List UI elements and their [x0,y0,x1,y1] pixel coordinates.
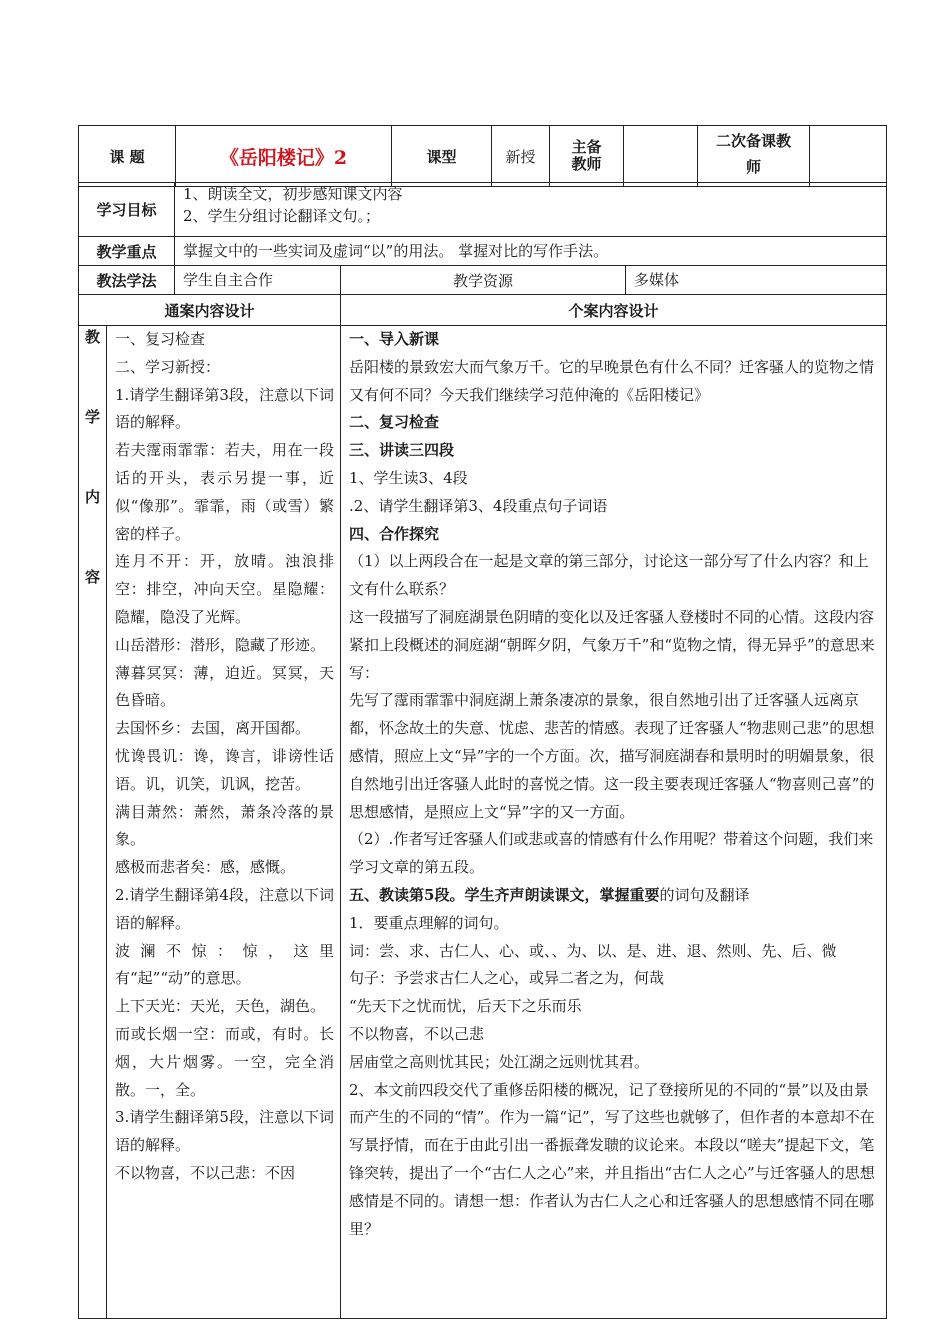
focus-label: 教学重点 [79,237,175,266]
main-teacher-label-line-2: 教师 [571,155,602,173]
vertical-char: 学 [84,408,100,426]
vertical-char: 内 [84,488,100,506]
left-line: 1.请学生翻译第3段，注意以下词语的解释。 [115,385,335,432]
right-line: 三、讲读三四段 [349,441,455,460]
left-line: 感极而悲者矣：感，感慨。 [115,858,296,877]
right-line: 居庙堂之高则忧其民；处江湖之远则忧其君。 [349,1052,650,1071]
right-line: 1．要重点理解的词句。 [349,913,509,932]
general-design-content [107,326,341,1319]
right-line-normal-part: 的词句及翻译 [659,885,750,904]
right-line: 岳阳楼的景致宏大而气象万千。它的早晚景色有什么不同？迁客骚人的览物之情又有何不同？今天我们继续学习范仲淹的《岳阳楼记》 [349,357,875,404]
left-line: 不以物喜，不以己悲：不因 [115,1163,296,1182]
right-line: “先天下之忧而忧，后天下之乐而乐 [349,997,582,1016]
second-prep-label-line-1: 二次备课教 [715,132,791,150]
second-prep-label [698,126,810,187]
second-prep-label-line-2: 师 [745,158,761,176]
main-teacher-label-line-1: 主备 [571,138,602,156]
second-prep-value [810,126,887,187]
focus-text: 掌握文中的一些实词及虚词“以”的用法。 掌握对比的写作手法。 [175,237,887,266]
right-line: 一、导入新课 [349,330,440,348]
goals-content [175,183,887,237]
main-teacher-value [624,126,698,187]
right-column-header: 个案内容设计 [341,295,887,326]
content-table [78,182,887,1319]
left-line: 去国怀乡：去国，离开国都。 [115,719,311,738]
goals-label: 学习目标 [79,183,175,237]
lesson-title-label: 课 题 [79,126,176,187]
right-line: 词：尝、求、古仁人、心、或、、为、以、是、进、退、然则、先、后、微 [349,941,837,960]
left-line: 若夫霪雨霏霏：若夫，用在一段话的开头，表示另提一事，近似“像那”。霏霏，雨（或雪）繁密的样子。 [115,441,335,543]
lesson-type-label: 课型 [392,126,492,187]
right-line: .2、请学生翻译第3、4段重点句子词语 [349,496,608,515]
right-line: 这一段描写了洞庭湖景色阴晴的变化以及迁客骚人登楼时不同的心情。这段内容紧扣上段概述的洞庭湖“朝晖夕阴，气象万千”和“览物之情，得无异乎”的意思来写： [349,607,875,682]
left-line: 3.请学生翻译第5段，注意以下词语的解释。 [115,1108,335,1155]
individual-design-content [341,326,887,1319]
left-line: 满目萧然：萧然，萧条冷落的景象。 [115,802,335,849]
right-line-mixed [349,882,878,910]
lesson-type-value: 新授 [492,126,550,187]
left-line: 忧谗畏讥：谗，谗言，诽谤性话语。讥，讥笑，讥讽，挖苦。 [115,746,335,793]
goal-item: 1、朗读全文，初步感知课文内容 [183,185,403,203]
left-line: 上下天光：天光，天色，湖色。 [115,997,326,1016]
left-line: 薄暮冥冥：薄，迫近。冥冥，天色昏暗。 [115,663,335,710]
vertical-char: 教 [84,328,100,346]
lesson-title: 《岳阳楼记》2 [176,126,392,187]
left-line: 而或长烟一空：而或，有时。长烟，大片烟雾。一空，完全消散。一，全。 [115,1024,335,1099]
main-teacher-label [550,126,624,187]
methods-label: 教法学法 [79,266,175,295]
right-line: 2、本文前四段交代了重修岳阳楼的概况，记了登接所见的不同的“景”以及由景而产生的不同的“情”。作为一篇“记”，写了这些也就够了，但作者的本意却不在写景抒情，而在于由此引出一番振聋发聩的议论来。本段以“嗟夫”提起下文，笔锋突转，提出了一个“古仁人之心”来，并且指出“古仁人之心”与迁客骚人的思想感情是不同的。请想一想：作者认为古仁人之心和迁客骚人的思想感情不同在哪里？ [349,1080,875,1238]
vertical-char: 容 [84,568,100,586]
right-line: 句子：予尝求古仁人之心，或异二者之为，何哉 [349,969,665,988]
left-line: 二、学习新授： [115,357,221,376]
right-line: （2）.作者写迁客骚人们或悲或喜的情感有什么作用呢？带着这个问题，我们来学习文章的第五段。 [349,830,874,877]
right-line: 不以物喜，不以己悲 [349,1024,485,1043]
left-line: 一、复习检查 [115,330,206,348]
methods-value: 学生自主合作 [175,266,341,295]
resource-value: 多媒体 [626,266,887,295]
right-line: 二、复习检查 [349,413,440,432]
header-table [78,125,887,187]
vertical-label [79,326,107,1319]
left-line: 山岳潜形：潜形，隐藏了形迹。 [115,635,326,654]
right-line: 先写了霪雨霏霏中洞庭湖上萧条凄凉的景象，很自然地引出了迁客骚人远离京都，怀念故土的失意、忧虑、悲苦的情感。表现了迁客骚人“物悲则己悲”的思想感情，照应上文“异”字的一个方面。次，描写洞庭湖春和景明时的明媚景象，很自然地引出迁客骚人此时的喜悦之情。这一段主要表现迁客骚人“物喜则己喜”的思想感情，是照应上文“异”字的又一方面。 [349,691,875,821]
resource-label: 教学资源 [341,266,626,295]
right-line-bold-part: 五、教读第5段。学生齐声朗读课文，掌握重要 [349,885,660,904]
right-line: 1、学生读3、4段 [349,468,468,487]
right-line: （1）以上两段合在一起是文章的第三部分，讨论这一部分写了什么内容？和上文有什么联系？ [349,552,869,599]
right-line: 四、合作探究 [349,524,440,543]
left-line: 连月不开：开，放晴。浊浪排空：排空，冲向天空。星隐耀：隐耀，隐没了光辉。 [115,552,335,626]
goal-item: 2、学生分组讨论翻译文句。； [183,207,381,225]
left-column-header: 通案内容设计 [79,295,341,326]
left-line: 波澜不惊：惊，这里有“起”“动”的意思。 [115,941,335,988]
left-line: 2.请学生翻译第4段，注意以下词语的解释。 [115,885,335,932]
